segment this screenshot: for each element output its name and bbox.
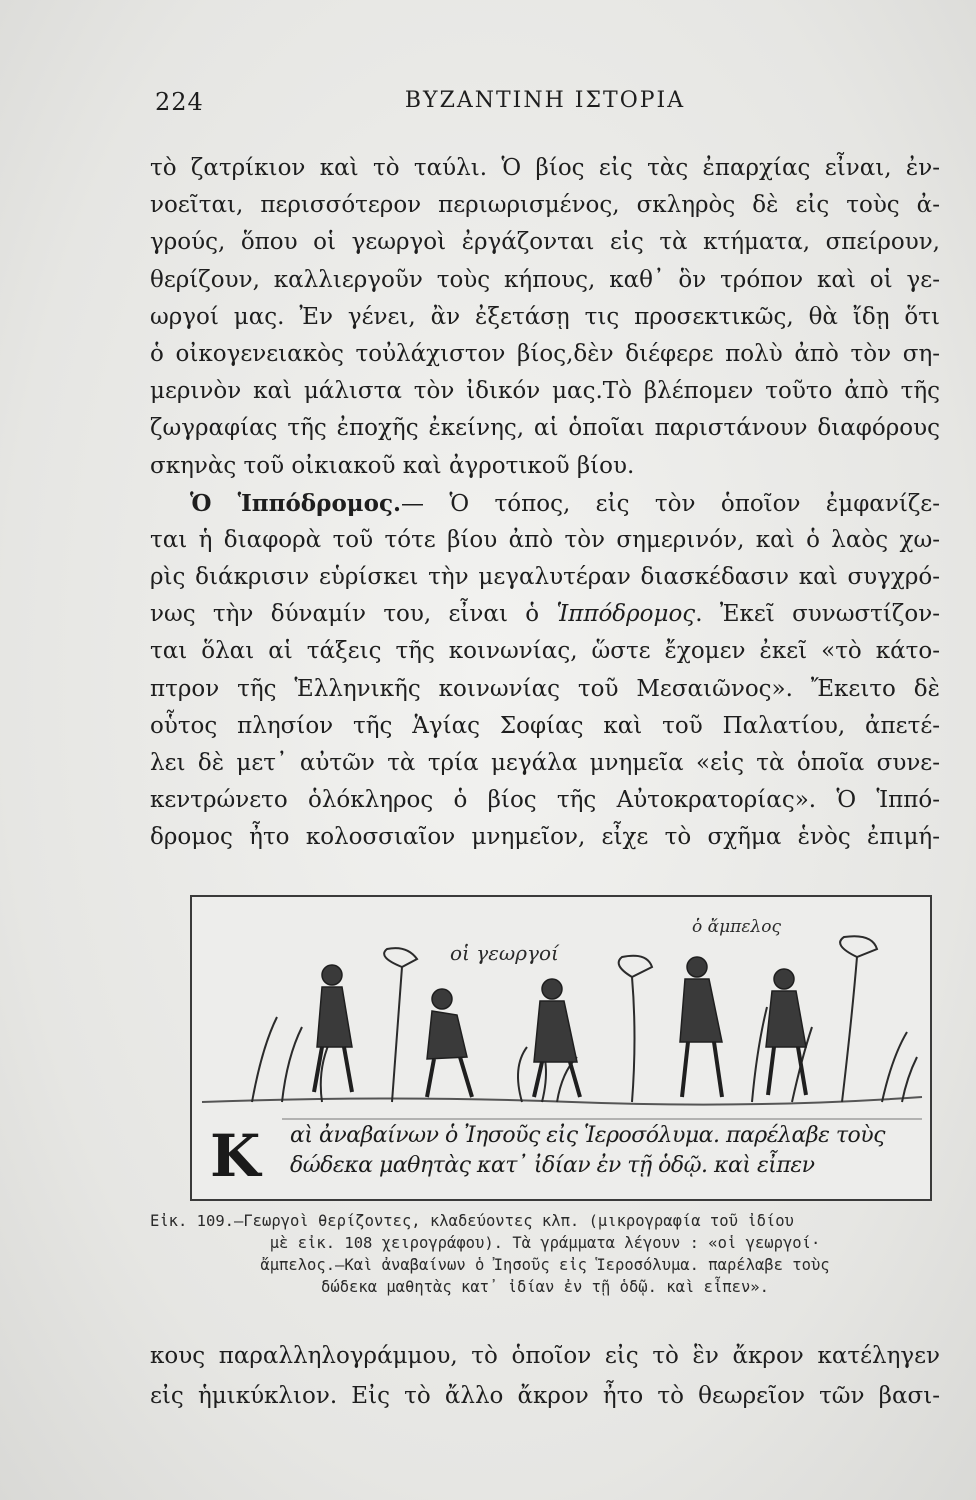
- text-line: ρὶς διάκρισιν εὑρίσκει τὴν μεγαλυτέραν διασκέδασιν καὶ συγχρό-: [150, 564, 940, 591]
- section-heading: Ὁ Ἱππόδρομος.: [190, 489, 401, 517]
- caption-line: ἄμπελος.—Καὶ ἀναβαίνων ὁ Ἰησοῦς εἰς Ἱεροσόλυμα. παρέλαβε τοὺς: [260, 1256, 830, 1274]
- text-line: λει δὲ μετ᾿ αὐτῶν τὰ τρία μεγάλα μνημεῖα «εἰς τὰ ὁποῖα συνε-: [150, 750, 940, 776]
- text-line: πτρον τῆς Ἑλληνικῆς κοινωνίας τοῦ Μεσαιῶνος». Ἔκειτο δὲ: [150, 675, 940, 702]
- figure-label-farmers: οἱ γεωργοί: [450, 941, 559, 965]
- figure-script-line: δώδεκα μαθητὰς κατ᾿ ἰδίαν ἐν τῇ ὁδῷ. καὶ εἶπεν: [290, 1153, 815, 1178]
- text-segment: . Ἐκεῖ συνωστίζον-: [695, 601, 940, 628]
- text-line: σκηνὰς τοῦ οἰκιακοῦ καὶ ἀγροτικοῦ βίου.: [150, 452, 635, 479]
- text-line: ται ἡ διαφορὰ τοῦ τότε βίου ἀπὸ τὸν σημερινόν, καὶ ὁ λαὸς χω-: [150, 526, 940, 553]
- caption-line: μὲ εἰκ. 108 χειρογράφου). Τὰ γράμματα λέγουν : «οἱ γεωργοί·: [269, 1234, 821, 1252]
- text-line: θερίζουν, καλλιεργοῦν τοὺς κήπους, καθ᾿ ὃν τρόπον καὶ οἱ γε-: [150, 266, 940, 293]
- figure-script-line: αὶ ἀναβαίνων ὁ Ἰησοῦς εἰς Ἱεροσόλυμα. παρέλαβε τοὺς: [290, 1123, 885, 1148]
- text-line: δρομος ἦτο κολοσσιαῖον μνημεῖον, εἶχε τὸ σχῆμα ἑνὸς ἐπιμή-: [150, 824, 940, 851]
- caption-line: δώδεκα μαθητὰς κατ᾿ ἰδίαν ἐν τῇ ὁδῷ. καὶ εἶπεν».: [321, 1278, 769, 1296]
- text-line: ὁ οἰκογενειακὸς τοὐλάχιστον βίος,δὲν διέφερε πολὺ ἀπὸ τὸν ση-: [150, 340, 940, 367]
- main-text: [150, 150, 940, 857]
- figure-label-vine: ὁ ἄμπελος: [692, 917, 781, 937]
- text-line: [150, 596, 940, 633]
- text-line: γρούς, ὅπου οἱ γεωργοὶ ἐργάζονται εἰς τὰ κτήματα, σπείρουν,: [150, 229, 940, 256]
- text-line: νοεῖται, περισσότερον περιωρισμένος, σκληρὸς δὲ εἰς τοὺς ἀ-: [150, 192, 940, 219]
- continued-text: [150, 1336, 940, 1416]
- text-line: κους παραλληλογράμμου, τὸ ὁποῖον εἰς τὸ ἓν ἄκρον κατέληγεν: [150, 1343, 940, 1369]
- text-segment: νως τὴν δύναμίν του, εἶναι ὁ: [150, 601, 557, 628]
- text-line: οὗτος πλησίον τῆς Ἁγίας Σοφίας καὶ τοῦ Παλατίου, ἀπετέ-: [150, 712, 940, 739]
- caption-line: Εἰκ. 109.—Γεωργοὶ θερίζοντες, κλαδεύοντες κλπ. (μικρογραφία τοῦ ἰδίου: [150, 1212, 794, 1230]
- italic-term: Ἱππόδρομος: [556, 601, 696, 628]
- text-line: ται ὅλαι αἱ τάξεις τῆς κοινωνίας, ὥστε ἔχομεν ἐκεῖ «τὸ κάτο-: [150, 638, 940, 665]
- text-line: εἰς ἡμικύκλιον. Εἰς τὸ ἄλλο ἄκρον ἦτο τὸ θεωρεῖον τῶν βασι-: [150, 1383, 940, 1409]
- text-line: μερινὸν καὶ μάλιστα τὸν ἰδικόν μας.Τὸ βλέπομεν τοῦτο ἀπὸ τῆς: [150, 378, 940, 405]
- running-title: ΒΥΖΑΝΤΙΝΗ ΙΣΤΟΡΙΑ: [404, 88, 686, 113]
- text-line: τὸ ζατρίκιον καὶ τὸ ταύλι. Ὁ βίος εἰς τὰς ἐπαρχίας εἶναι, ἐν-: [150, 155, 940, 181]
- text-segment: — Ὁ τόπος, εἰς τὸν ὁποῖον ἐμφανίζε-: [400, 490, 940, 517]
- text-line: ωργοί μας. Ἐν γένει, ἂν ἐξετάσῃ τις προσεκτικῶς, θὰ ἴδῃ ὅτι: [150, 303, 940, 330]
- manuscript-illustration: [190, 895, 932, 1201]
- page-header: [150, 88, 940, 128]
- figure-initial-letter: Κ: [210, 1122, 261, 1190]
- figure-caption: [150, 1210, 940, 1298]
- page-number: 224: [155, 88, 204, 116]
- text-line: κεντρώνετο ὁλόκληρος ὁ βίος τῆς Αὐτοκρατορίας». Ὁ Ἱππό-: [150, 787, 940, 814]
- section-heading-line: [150, 485, 940, 522]
- text-line: ζωγραφίας τῆς ἐποχῆς ἐκείνης, αἱ ὁποῖαι παριστάνουν διαφόρους: [150, 415, 940, 442]
